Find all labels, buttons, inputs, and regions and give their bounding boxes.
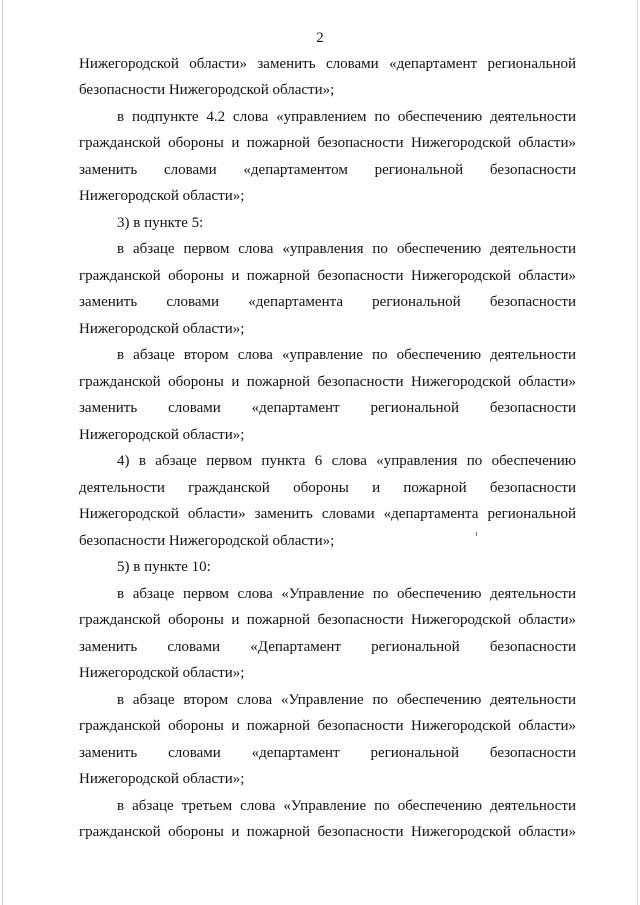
text-line: заменить словами «департамент региональной безопасности [79, 400, 576, 416]
text-line: в абзаце первом слова «Управление по обеспечению деятельности [117, 586, 576, 602]
text-line: гражданской обороны и пожарной безопасности Нижегородской области» [79, 824, 576, 840]
text-line: Нижегородской области»; [79, 321, 245, 337]
text-line: гражданской обороны и пожарной безопасности Нижегородской области» [79, 374, 576, 390]
text-line: 3) в пункте 5: [117, 215, 204, 231]
text-line: Нижегородской области»; [79, 188, 245, 204]
text-line: в абзаце втором слова «управление по обеспечению деятельности [117, 347, 576, 363]
scan-left-edge [2, 0, 3, 905]
text-line: заменить словами «департамента региональной безопасности [79, 294, 576, 310]
text-line: заменить словами «департаментом региональной безопасности [79, 162, 576, 178]
scan-right-edge [637, 0, 638, 905]
text-line: безопасности Нижегородской области»; [79, 533, 335, 549]
text-line: в абзаце втором слова «Управление по обеспечению деятельности [117, 692, 576, 708]
text-line: в подпункте 4.2 слова «управлением по обеспечению деятельности [117, 109, 576, 125]
text-line: 5) в пункте 10: [117, 559, 211, 575]
scan-speck [476, 532, 477, 536]
text-line: Нижегородской области» заменить словами «департамента региональной [79, 506, 576, 522]
text-line: Нижегородской области»; [79, 427, 245, 443]
text-line: гражданской обороны и пожарной безопасности Нижегородской области» [79, 268, 576, 284]
text-line: Нижегородской области» заменить словами «департамент региональной [79, 56, 576, 72]
page-number: 2 [316, 30, 324, 46]
text-line: Нижегородской области»; [79, 771, 245, 787]
text-line: Нижегородской области»; [79, 665, 245, 681]
text-line: гражданской обороны и пожарной безопасности Нижегородской области» [79, 718, 576, 734]
text-line: заменить словами «департамент региональной безопасности [79, 745, 576, 761]
text-line: деятельности гражданской обороны и пожарной безопасности [79, 480, 576, 496]
text-line: 4) в абзаце первом пункта 6 слова «управления по обеспечению [117, 453, 576, 469]
text-line: в абзаце третьем слова «Управление по обеспечению деятельности [117, 798, 576, 814]
text-line: гражданской обороны и пожарной безопасности Нижегородской области» [79, 612, 576, 628]
text-line: в абзаце первом слова «управления по обеспечению деятельности [117, 241, 576, 257]
text-line: гражданской обороны и пожарной безопасности Нижегородской области» [79, 135, 576, 151]
text-line: заменить словами «Департамент региональной безопасности [79, 639, 576, 655]
text-line: безопасности Нижегородской области»; [79, 82, 335, 98]
